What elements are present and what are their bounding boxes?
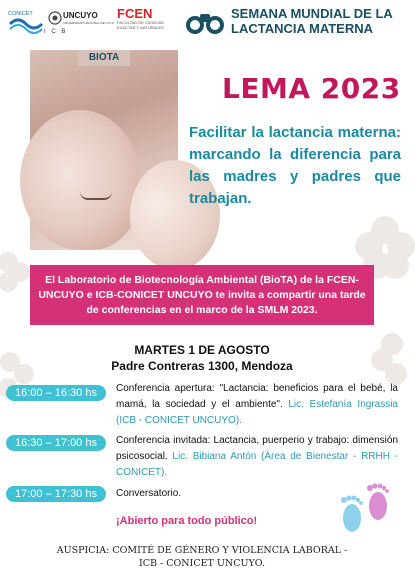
uncuyo-text: UNCUYO [63, 11, 98, 20]
uncuyo-subtitle: UNIVERSIDAD NACIONAL DE CUYO [63, 21, 115, 25]
schedule-time: 16:30 – 17:00 hs [6, 435, 106, 451]
baby-feet-icon [336, 478, 398, 538]
footer-line: AUSPICIA: COMITÉ DE GÉNERO Y VIOLENCIA LABORAL - [56, 545, 348, 556]
schedule-description: Conversatorio. [116, 488, 182, 499]
footer-sponsor [0, 543, 404, 576]
conicet-text: CONICET [8, 11, 33, 17]
schedule-time: 17:00 – 17:30 hs [6, 486, 106, 502]
campaign-title: SEMANA MUNDIAL DE LA LACTANCIA MATERNA [231, 6, 393, 36]
open-to-public-text: ¡Abierto para todo público! [116, 515, 258, 527]
event-date: MARTES 1 DE AGOSTO [134, 343, 270, 357]
decorative-flower [0, 250, 34, 290]
schedule-speaker: Lic. Estefanía Ingrassia (ICB - CONICET UNCUYO). [116, 399, 398, 426]
invitation-text: El Laboratorio de Biotecnología Ambiental (BioTA) de la FCEN-UNCUYO e ICB-CONICET UNCUYO te invita a compartir una tarde de conferencias en el marco de la SMLM 2023. [38, 273, 366, 316]
schedule-time: 16:00 – 16:30 hs [6, 385, 106, 401]
schedule-item [116, 433, 398, 481]
binoculars-icon [185, 10, 225, 36]
biota-logo: BIOTA [78, 50, 130, 66]
schedule-speaker: Lic. Bibiana Antón (Área de Bienestar - RRHH - CONICET). [116, 451, 398, 478]
lema-heading: LEMA 2023 [222, 72, 401, 105]
invitation-banner [30, 265, 374, 325]
schedule-item [116, 381, 398, 429]
fcen-logo [117, 7, 169, 37]
fcen-title: FCEN [117, 6, 153, 21]
event-place: Padre Contreras 1300, Mendoza [111, 359, 293, 373]
schedule-description: Conferencia invitada: Lactancia, puerperio y trabajo: dimensión psicosocial. [116, 435, 398, 462]
icb-logo-text: I C B [44, 29, 68, 35]
conicet-logo [6, 8, 46, 36]
schedule-description: Conferencia apertura: "Lactancia: beneficios para el bebé, la mamá, la sociedad y el ambiente". [116, 383, 398, 410]
fcen-subtitle: FACULTAD DE CIENCIAS EXACTAS Y NATURALES [117, 20, 164, 30]
footer-line: ICB - CONICET UNCUYO. [138, 558, 266, 569]
baby-photo [30, 50, 178, 250]
lema-slogan: Facilitar la lactancia materna: marcando la diferencia para las madres y padres que trabajan. [189, 124, 401, 207]
